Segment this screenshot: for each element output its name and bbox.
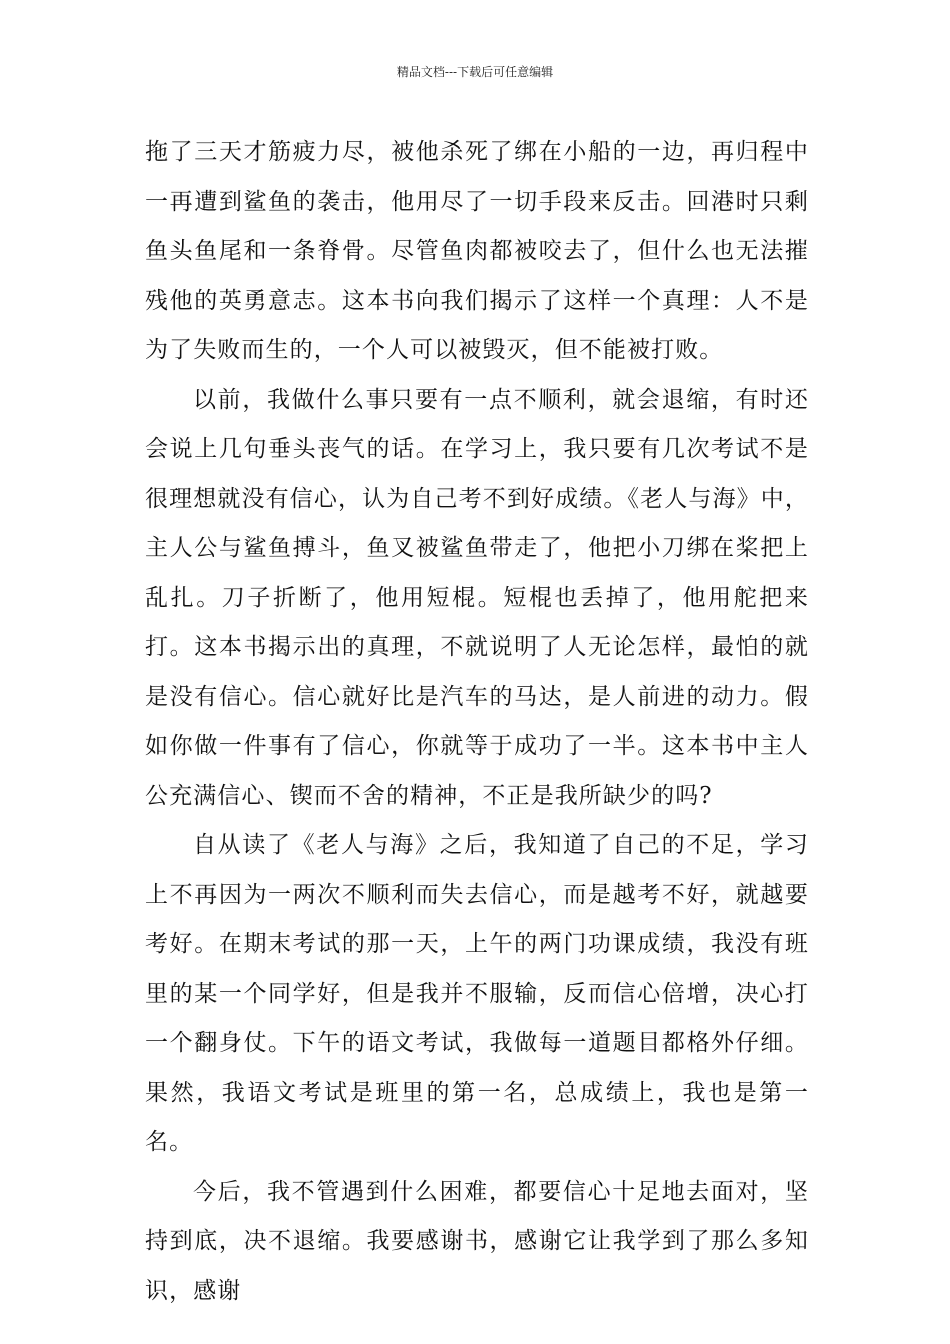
paragraph-2: 以前，我做什么事只要有一点不顺利，就会退缩，有时还会说上几句垂头丧气的话。在学习上，我只要有几次考试不是很理想就没有信心，认为自己考不到好成绩。《老人与海》中，主人公与鲨鱼搏斗，鱼叉被鲨鱼带走了，他把小刀绑在桨把上乱扎。刀子折断了，他用短棍。短棍也丢掉了，他用舵把来打。这本书揭示出的真理，不就说明了人无论怎样，最怕的就是没有信心。信心就好比是汽车的马达，是人前进的动力。假如你做一件事有了信心，你就等于成功了一半。这本书中主人公充满信心、锲而不舍的精神，不正是我所缺少的吗?: [145, 386, 809, 809]
document-body: [145, 128, 809, 1316]
paragraph-4: 今后，我不管遇到什么困难，都要信心十足地去面对，坚持到底，决不退缩。我要感谢书，感谢它让我学到了那么多知识，感谢: [145, 1178, 809, 1304]
paragraph-3: 自从读了《老人与海》之后，我知道了自己的不足，学习上不再因为一两次不顺利而失去信心，而是越考不好，就越要考好。在期末考试的那一天，上午的两门功课成绩，我没有班里的某一个同学好，但是我并不服输，反而信心倍增，决心打一个翻身仗。下午的语文考试，我做每一道题目都格外仔细。果然，我语文考试是班里的第一名，总成绩上，我也是第一名。: [145, 832, 809, 1155]
paragraph-1: 拖了三天才筋疲力尽，被他杀死了绑在小船的一边，再归程中一再遭到鲨鱼的袭击，他用尽了一切手段来反击。回港时只剩鱼头鱼尾和一条脊骨。尽管鱼肉都被咬去了，但什么也无法摧残他的英勇意志。这本书向我们揭示了这样一个真理：人不是为了失败而生的，一个人可以被毁灭，但不能被打败。: [145, 139, 809, 363]
page-header: 精品文档---下载后可任意编辑: [396, 65, 554, 79]
